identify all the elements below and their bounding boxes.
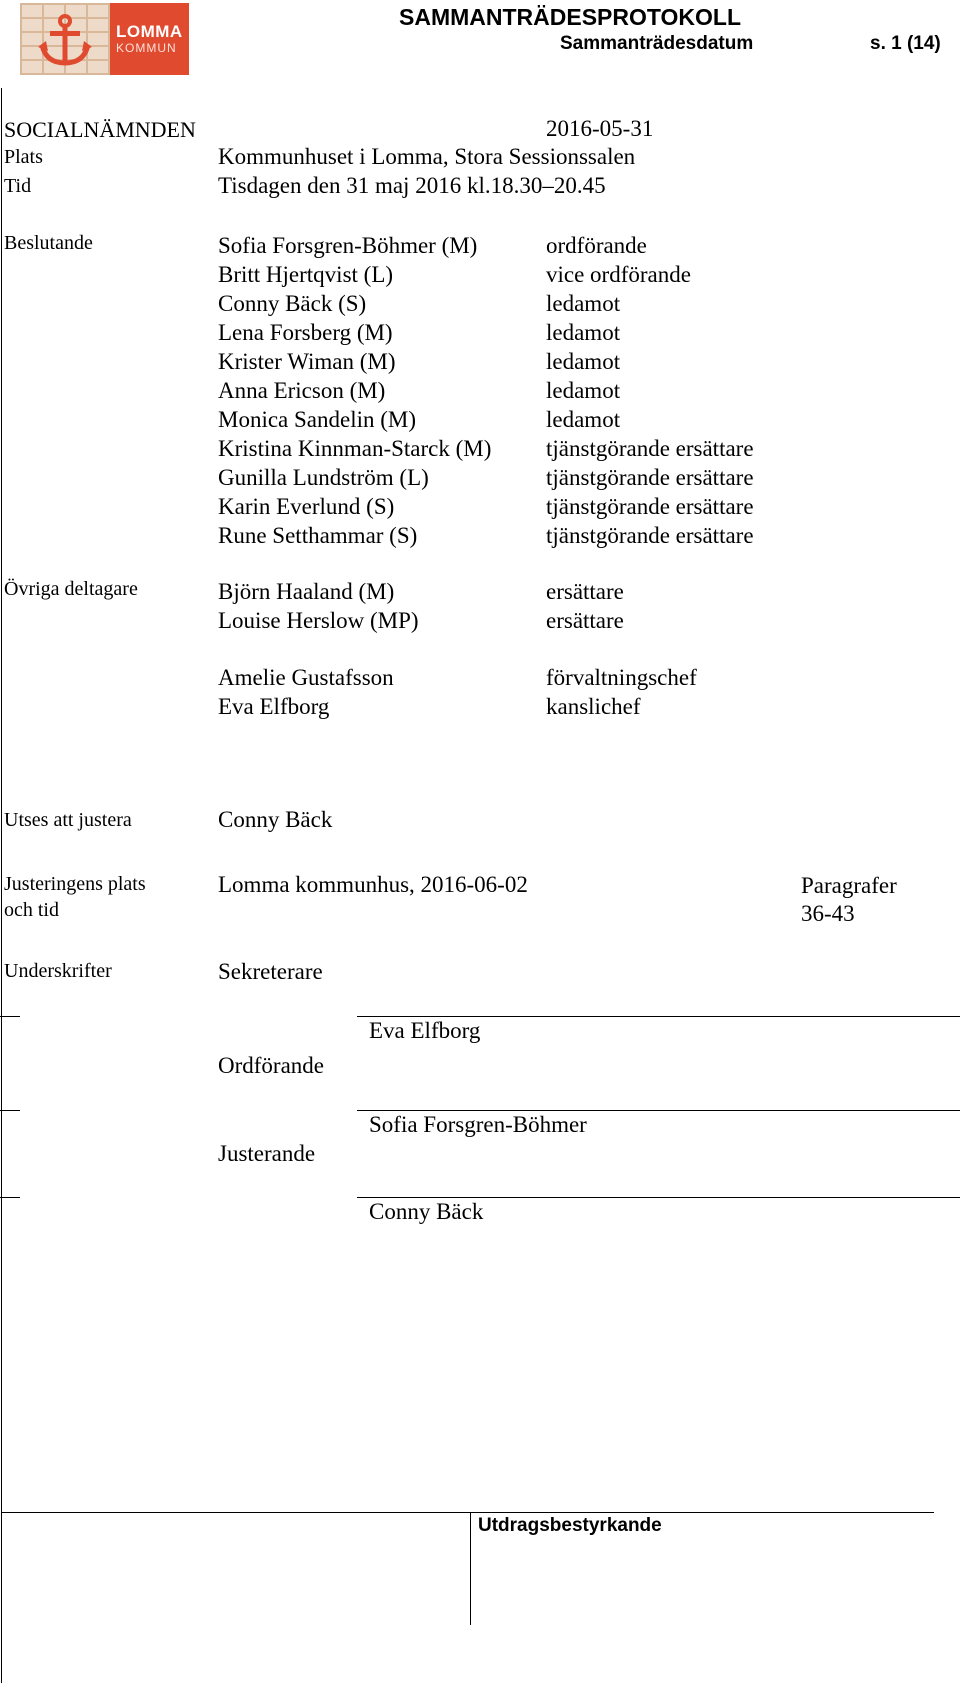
meeting-date: 2016-05-31 [546, 116, 654, 141]
others-label: Övriga deltagare [4, 578, 138, 600]
certification-label: Utdragsbestyrkande [478, 1515, 662, 1536]
place-value: Kommunhuset i Lomma, Stora Sessionssalen [218, 144, 636, 169]
brick-wall-emblem [20, 3, 110, 75]
member-name: Rune Setthammar (S) [218, 523, 418, 548]
adjuster-name: Conny Bäck [369, 1199, 484, 1224]
paragraphs-value: 36-43 [801, 901, 855, 926]
member-name: Karin Everlund (S) [218, 494, 395, 519]
signatures-label: Underskrifter [4, 960, 112, 982]
official-role: kanslichef [546, 694, 641, 719]
official-name: Amelie Gustafsson [218, 665, 394, 690]
left-tick-2 [0, 1110, 20, 1111]
secretary-name: Eva Elfborg [369, 1018, 481, 1043]
member-role: ordförande [546, 233, 647, 258]
officials-names [218, 663, 394, 721]
adjust-place-label-1: Justeringens plats [4, 873, 146, 895]
page-counter: s. 1 (14) [870, 33, 941, 54]
anchor-icon [36, 11, 94, 69]
left-tick-3 [0, 1197, 20, 1198]
member-name: Lena Forsberg (M) [218, 320, 393, 345]
secretary-label: Sekreterare [218, 959, 323, 984]
member-role: ledamot [546, 320, 621, 345]
chair-label: Ordförande [218, 1053, 325, 1078]
meeting-date-label: Sammanträdesdatum [560, 33, 754, 54]
member-role: tjänstgörande ersättare [546, 523, 754, 548]
time-label: Tid [4, 175, 32, 197]
member-role: tjänstgörande ersättare [546, 465, 754, 490]
member-role: vice ordförande [546, 262, 691, 287]
adjust-place-label-2: och tid [4, 899, 59, 921]
member-name: Conny Bäck (S) [218, 291, 367, 316]
participant-role: ersättare [546, 579, 624, 604]
footer-rule [1, 1512, 934, 1513]
place-label: Plats [4, 146, 43, 168]
member-name: Kristina Kinnman-Starck (M) [218, 436, 492, 461]
footer-divider [470, 1512, 471, 1625]
adjuster-sign-label: Justerande [218, 1141, 316, 1166]
deciding-names [218, 231, 491, 550]
deciding-label: Beslutande [4, 232, 93, 254]
member-name: Monica Sandelin (M) [218, 407, 417, 432]
member-role: tjänstgörande ersättare [546, 436, 754, 461]
adjust-place-value: Lomma kommunhus, 2016-06-02 [218, 872, 528, 897]
member-role: ledamot [546, 349, 621, 374]
paragraphs-label: Paragrafer [801, 873, 897, 898]
adjuster-signature-line [357, 1197, 960, 1198]
member-role: ledamot [546, 407, 621, 432]
member-name: Gunilla Lundström (L) [218, 465, 429, 490]
member-name: Anna Ericson (M) [218, 378, 386, 403]
chair-name: Sofia Forsgren-Böhmer [369, 1112, 587, 1137]
deciding-roles [546, 231, 754, 550]
member-name: Britt Hjertqvist (L) [218, 262, 394, 287]
document-title: SAMMANTRÄDESPROTOKOLL [399, 4, 742, 30]
others-roles [546, 577, 624, 635]
left-tick-1 [0, 1016, 20, 1017]
member-name: Krister Wiman (M) [218, 349, 396, 374]
others-names [218, 577, 419, 635]
lomma-kommun-logo [20, 3, 189, 75]
adjuster-value: Conny Bäck [218, 807, 333, 832]
official-name: Eva Elfborg [218, 694, 330, 719]
left-border-line [1, 88, 2, 1683]
participant-name: Louise Herslow (MP) [218, 608, 419, 633]
chair-signature-line [357, 1110, 960, 1111]
member-name: Sofia Forsgren-Böhmer (M) [218, 233, 478, 258]
member-role: tjänstgörande ersättare [546, 494, 754, 519]
logo-line-2: KOMMUN [116, 41, 177, 55]
official-role: förvaltningschef [546, 665, 697, 690]
participant-role: ersättare [546, 608, 624, 633]
officials-roles [546, 663, 697, 721]
participant-name: Björn Haaland (M) [218, 579, 395, 604]
member-role: ledamot [546, 291, 621, 316]
adjuster-label: Utses att justera [4, 809, 132, 831]
logo-line-1: LOMMA [116, 22, 183, 41]
member-role: ledamot [546, 378, 621, 403]
committee-name: SOCIALNÄMNDEN [4, 117, 196, 142]
secretary-signature-line [357, 1016, 960, 1017]
logo-wordmark [110, 3, 189, 75]
time-value: Tisdagen den 31 maj 2016 kl.18.30–20.45 [218, 173, 606, 198]
